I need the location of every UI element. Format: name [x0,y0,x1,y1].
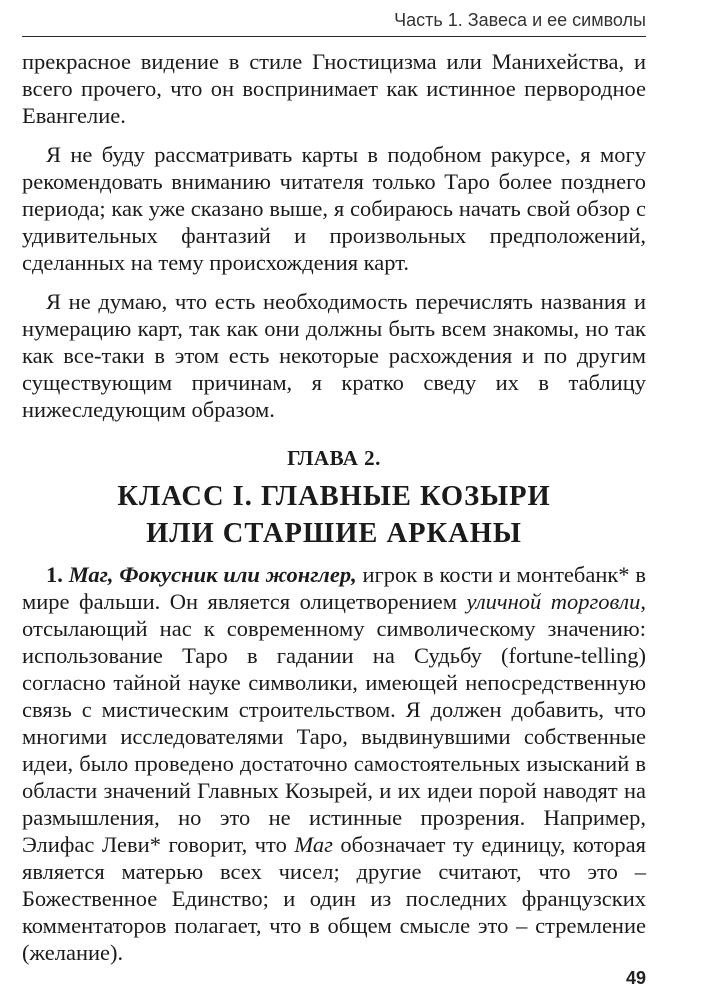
entry-emphasis: уличной торговли [466,589,641,614]
text-block-entry [22,561,646,978]
chapter-title [22,478,646,552]
card-title: Маг, Фокусник или жонглер, [68,562,357,587]
running-title: Часть 1. Завеса и ее символы [394,10,646,30]
page-number: 49 [625,968,646,988]
entry-emphasis: Маг [294,832,333,857]
paragraph: Я не думаю, что есть необходимость перечислять названия и нумерацию карт, так как они должны быть всем знакомы, но так как все-таки в этом есть некоторые расхождения и по другим существующим причинам, я кратко сведу их в таблицу нижеследующим образом. [22,289,646,422]
entry-number: 1. [46,562,63,587]
entry-text: игрок в кости и монтебанк* в мире фальши. Он является олицетворением [22,562,646,614]
chapter-label: ГЛАВА 2. [287,446,381,470]
chapter-title-line: ИЛИ СТАРШИЕ АРКАНЫ [146,518,522,549]
card-entry-paragraph [22,561,646,966]
text-block-top [22,48,646,435]
paragraph: Я не буду рассматривать карты в подобном ракурсе, я могу рекомендовать вниманию читателя только Таро более позднего периода; как уже сказано выше, я собираюсь начать свой обзор с удивительных фантазий и произвольных предположений, сделанных на тему происхождения карт. [22,142,646,275]
paragraph: прекрасное видение в стиле Гностицизма или Манихейства, и всего прочего, что он воспринимает как истинное первородное Евангелие. [22,49,646,128]
running-header [22,6,646,37]
entry-text: , отсылающий нас к современному символическому значению: использование Таро в гадании на Судьбу (fortune-telling) согласно тайной науке символики, имеющей непосредственную связь с мистическим строительством. Я должен добавить, что многими исследователями Таро, выдвинувшими собственные идеи, было проведено достаточно самостоятельных изысканий в области значений Главных Козырей, и их идеи порой наводят на размышления, но это не истинные прозрения. Например, Элифас Леви* говорит, что [22,589,646,857]
entry-text: обозначает ту единицу, которая является матерью всех чисел; другие считают, что это – Божественное Единство; и один из последних французских комментаторов полагает, что в общем смысле это – стремление (желание). [22,832,646,965]
chapter-title-line: КЛАСС I. ГЛАВНЫЕ КОЗЫРИ [117,481,551,512]
